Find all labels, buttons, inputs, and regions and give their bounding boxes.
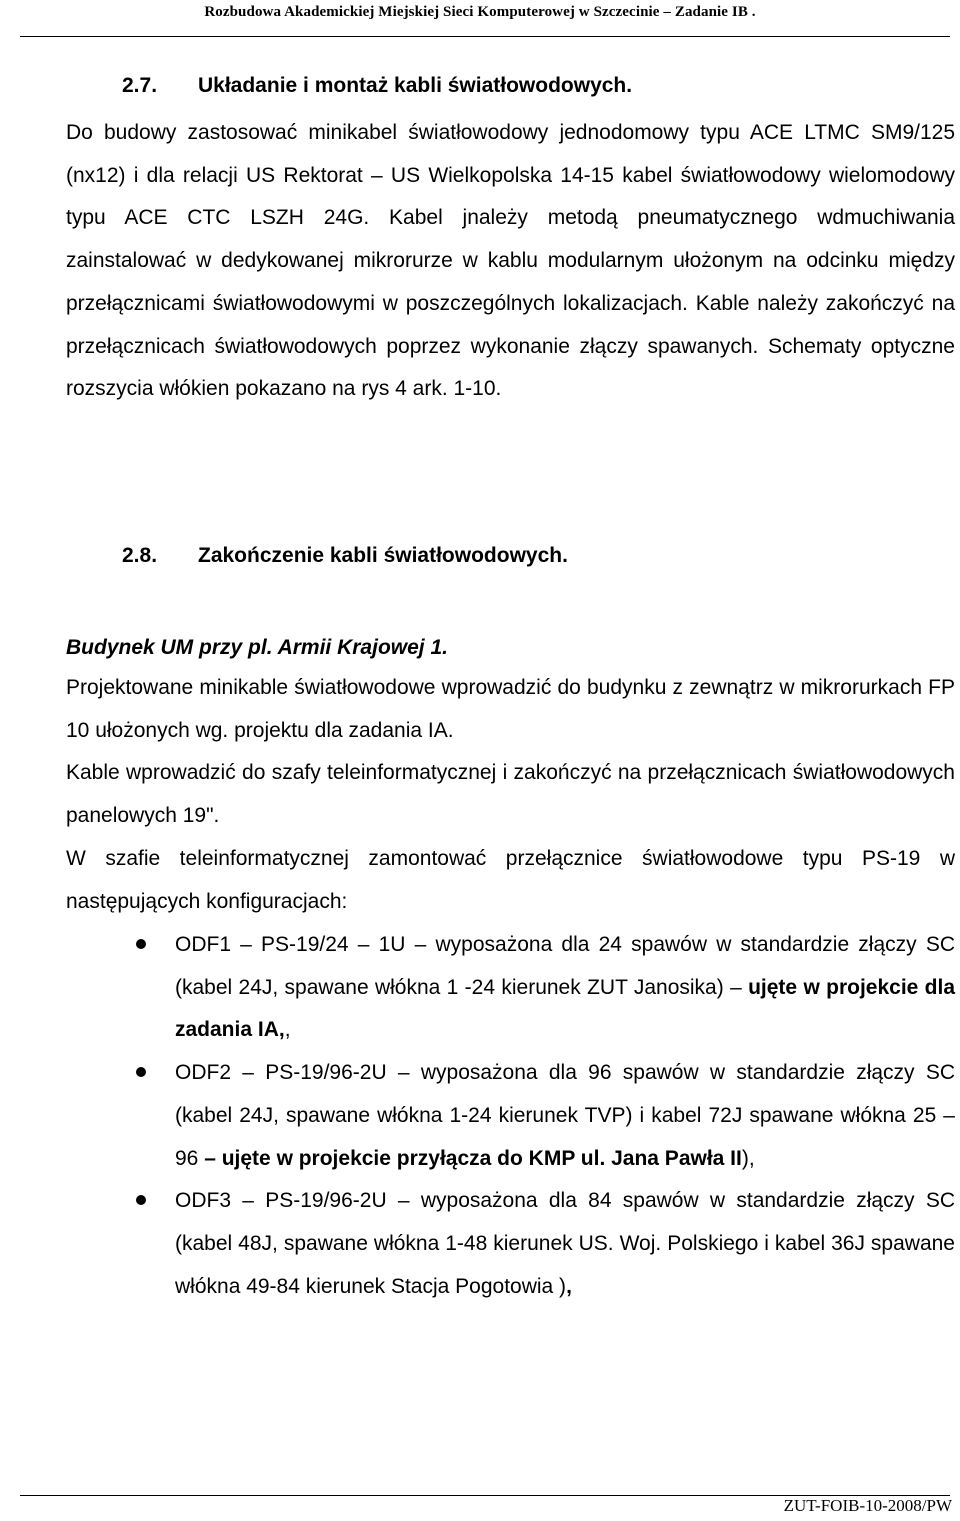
location-lead: Budynek UM przy pl. Armii Krajowej 1. [66, 636, 448, 659]
paragraph: Projektowane minikable światłowodowe wprowadzić do budynku z zewnątrz w mikrorurkach FP 10 ułożonych wg. projektu dla zadania IA. [66, 676, 955, 742]
paragraph: Kable wprowadzić do szafy teleinformatycznej i zakończyć na przełącznicach światłowodowych panelowych 19". [66, 761, 955, 828]
section-heading-2-7 [122, 72, 632, 100]
list-item-tail: ), [741, 1146, 755, 1170]
list-item-tail: , [284, 1018, 291, 1042]
list-item-bold: ujęte w projekcie dla zadania IA, [175, 975, 956, 1042]
section-number: 2.8. [122, 544, 158, 567]
list-item-text: ODF3 – PS-19/96-2U – wyposażona dla 84 spawów w standardzie złączy SC (kabel 48J, spawane włókna 1-48 kierunek US. Woj. Polskiego i kabel 36J spawane włókna 49-84 kierunek Stacja Pogotowia ) [175, 1189, 955, 1298]
section-title: Układanie i montaż kabli światłowodowych. [198, 74, 633, 97]
list-item [175, 924, 955, 1052]
section-title: Zakończenie kabli światłowodowych. [198, 544, 568, 567]
bullet-icon [136, 1195, 146, 1205]
bullet-icon [136, 1067, 146, 1077]
section-number: 2.7. [122, 74, 158, 97]
paragraph: Do budowy zastosować minikabel światłowodowy jednodomowy typu ACE LTMC SM9/125 (nx12) i dla relacji US Rektorat – US Wielkopolska 14-15 kabel światłowodowy wielomodowy typu ACE CTC LSZH 24G. Kabel jnależy metodą pneumatycznego wdmuchiwania zainstalować w dedykowanej mikrorurze w kablu modularnym ułożonym na odcinku między przełącznicami światłowodowymi w poszczególnych lokalizacjach. Kable należy zakończyć na przełącznicach światłowodowych poprzez wykonanie złączy spawanych. Schematy optyczne rozszycia włókien pokazano na rys 4 ark. 1-10. [66, 121, 955, 401]
section-2-8-body [66, 667, 955, 923]
list-item [175, 1052, 955, 1180]
list-item-bold: , [566, 1274, 572, 1298]
running-header: Rozbudowa Akademickiej Miejskiej Sieci Komputerowej w Szczecinie – Zadanie IB . [204, 4, 756, 20]
header-rule [20, 36, 950, 37]
list-item-bold: – ujęte w projekcie przyłącza do KMP ul. Jana Pawła II [204, 1146, 742, 1170]
list-item-text: ODF1 – PS-19/24 – 1U – wyposażona dla 24 spawów w standardzie złączy SC (kabel 24J, spawane włókna 1 -24 kierunek ZUT Janosika) – [175, 933, 955, 999]
paragraph: W szafie teleinformatycznej zamontować przełącznice światłowodowe typu PS-19 w następujących konfiguracjach: [66, 846, 955, 913]
list-item-text: ODF2 – PS-19/96-2U – wyposażona dla 96 spawów w standardzie złączy SC (kabel 24J, spawane włókna 1-24 kierunek TVP) i kabel 72J spawane włókna 25 – 96 [175, 1061, 955, 1170]
list-item [175, 1180, 955, 1308]
document-code: ZUT-FOIB-10-2008/PW [783, 1496, 952, 1515]
bullet-icon [136, 939, 146, 949]
odf-configuration-list [175, 924, 955, 1308]
section-2-7-body [66, 112, 955, 411]
section-heading-2-8 [122, 542, 568, 570]
